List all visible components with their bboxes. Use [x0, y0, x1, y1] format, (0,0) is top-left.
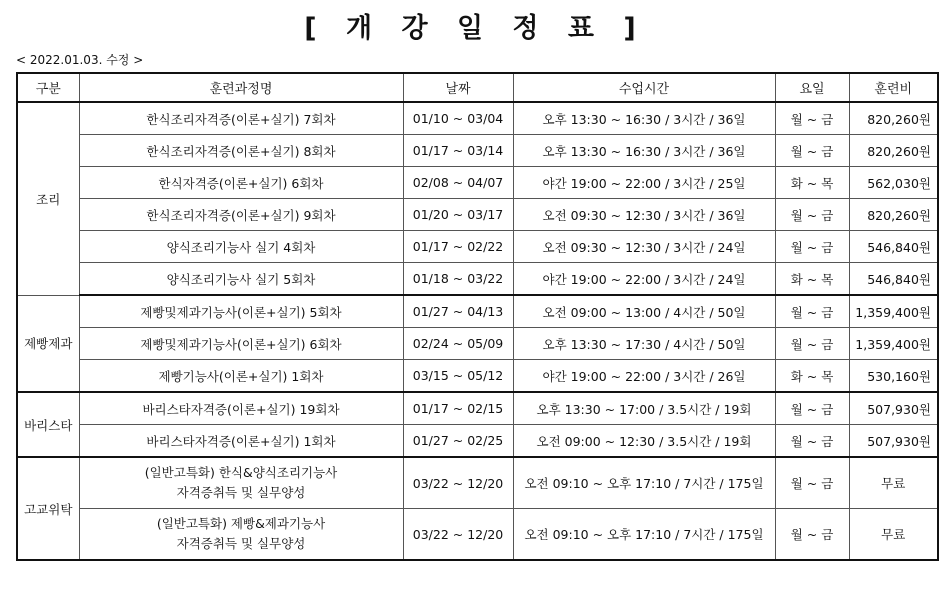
time-cell: 오전 09:00 ~ 13:00 / 4시간 / 50일 [513, 295, 775, 328]
fee-cell: 507,930원 [849, 392, 938, 425]
fee-cell: 820,260원 [849, 199, 938, 231]
fee-cell: 546,840원 [849, 231, 938, 263]
fee-cell: 1,359,400원 [849, 295, 938, 328]
course-cell: 한식조리자격증(이론+실기) 9회차 [79, 199, 403, 231]
days-cell: 월 ~ 금 [775, 295, 849, 328]
fee-cell: 507,930원 [849, 425, 938, 458]
days-cell: 월 ~ 금 [775, 231, 849, 263]
category-cell: 고교위탁 [17, 457, 79, 560]
revision-date: < 2022.01.03. 수정 > [16, 53, 144, 67]
time-cell: 오전 09:00 ~ 12:30 / 3.5시간 / 19회 [513, 425, 775, 458]
days-cell: 월 ~ 금 [775, 457, 849, 509]
table-row [17, 167, 938, 199]
days-cell: 월 ~ 금 [775, 102, 849, 135]
fee-cell: 562,030원 [849, 167, 938, 199]
days-cell: 월 ~ 금 [775, 199, 849, 231]
dates-cell: 02/24 ~ 05/09 [403, 328, 513, 360]
course-cell: 양식조리기능사 실기 5회차 [79, 263, 403, 296]
time-cell: 오후 13:30 ~ 16:30 / 3시간 / 36일 [513, 102, 775, 135]
table-row [17, 360, 938, 393]
header-time: 수업시간 [513, 73, 775, 102]
dates-cell: 01/17 ~ 03/14 [403, 135, 513, 167]
course-cell [79, 509, 403, 561]
page-title: [ 개 강 일 정 표 ] [304, 13, 646, 44]
course-cell [79, 457, 403, 509]
days-cell: 월 ~ 금 [775, 509, 849, 561]
dates-cell: 01/27 ~ 02/25 [403, 425, 513, 458]
dates-cell: 03/22 ~ 12/20 [403, 457, 513, 509]
time-cell: 오전 09:10 ~ 오후 17:10 / 7시간 / 175일 [513, 509, 775, 561]
course-cell: 양식조리기능사 실기 4회차 [79, 231, 403, 263]
header-fee: 훈련비 [849, 73, 938, 102]
dates-cell: 03/22 ~ 12/20 [403, 509, 513, 561]
course-line-1: (일반고특화) 한식&양식조리기능사 [144, 465, 338, 480]
fee-cell: 820,260원 [849, 102, 938, 135]
dates-cell: 01/17 ~ 02/15 [403, 392, 513, 425]
header-dates: 날짜 [403, 73, 513, 102]
table-row [17, 135, 938, 167]
days-cell: 월 ~ 금 [775, 328, 849, 360]
course-cell: 바리스타자격증(이론+실기) 1회차 [79, 425, 403, 458]
time-cell: 오전 09:30 ~ 12:30 / 3시간 / 24일 [513, 231, 775, 263]
table-row [17, 328, 938, 360]
course-cell: 제빵및제과기능사(이론+실기) 6회차 [79, 328, 403, 360]
time-cell: 오후 13:30 ~ 16:30 / 3시간 / 36일 [513, 135, 775, 167]
time-cell: 오후 13:30 ~ 17:30 / 4시간 / 50일 [513, 328, 775, 360]
dates-cell: 01/10 ~ 03/04 [403, 102, 513, 135]
days-cell: 화 ~ 목 [775, 263, 849, 296]
course-cell: 한식자격증(이론+실기) 6회차 [79, 167, 403, 199]
dates-cell: 01/18 ~ 03/22 [403, 263, 513, 296]
time-cell: 야간 19:00 ~ 22:00 / 3시간 / 24일 [513, 263, 775, 296]
table-row [17, 425, 938, 458]
header-days: 요일 [775, 73, 849, 102]
days-cell: 월 ~ 금 [775, 392, 849, 425]
fee-cell: 무료 [849, 509, 938, 561]
time-cell: 야간 19:00 ~ 22:00 / 3시간 / 26일 [513, 360, 775, 393]
course-cell: 한식조리자격증(이론+실기) 7회차 [79, 102, 403, 135]
dates-cell: 01/17 ~ 02/22 [403, 231, 513, 263]
dates-cell: 01/27 ~ 04/13 [403, 295, 513, 328]
time-cell: 야간 19:00 ~ 22:00 / 3시간 / 25일 [513, 167, 775, 199]
course-line-2: 자격증취득 및 실무양성 [176, 536, 306, 551]
days-cell: 월 ~ 금 [775, 425, 849, 458]
fee-cell: 546,840원 [849, 263, 938, 296]
table-row [17, 392, 938, 425]
course-cell: 제빵및제과기능사(이론+실기) 5회차 [79, 295, 403, 328]
table-row [17, 231, 938, 263]
time-cell: 오전 09:30 ~ 12:30 / 3시간 / 36일 [513, 199, 775, 231]
header-course: 훈련과정명 [79, 73, 403, 102]
dates-cell: 01/20 ~ 03/17 [403, 199, 513, 231]
fee-cell: 1,359,400원 [849, 328, 938, 360]
course-cell: 제빵기능사(이론+실기) 1회차 [79, 360, 403, 393]
dates-cell: 02/08 ~ 04/07 [403, 167, 513, 199]
header-category: 구분 [17, 73, 79, 102]
category-cell: 바리스타 [17, 392, 79, 457]
table-row [17, 457, 938, 509]
fee-cell: 530,160원 [849, 360, 938, 393]
category-cell: 조리 [17, 102, 79, 295]
time-cell: 오후 13:30 ~ 17:00 / 3.5시간 / 19회 [513, 392, 775, 425]
course-cell: 한식조리자격증(이론+실기) 8회차 [79, 135, 403, 167]
days-cell: 화 ~ 목 [775, 360, 849, 393]
table-row [17, 263, 938, 296]
table-row [17, 295, 938, 328]
table-row [17, 509, 938, 561]
course-line-1: (일반고특화) 제빵&제과기능사 [156, 516, 326, 531]
category-cell: 제빵제과 [17, 295, 79, 392]
fee-cell: 820,260원 [849, 135, 938, 167]
days-cell: 월 ~ 금 [775, 135, 849, 167]
header-row [17, 73, 938, 102]
days-cell: 화 ~ 목 [775, 167, 849, 199]
table-row [17, 199, 938, 231]
dates-cell: 03/15 ~ 05/12 [403, 360, 513, 393]
schedule-table [16, 72, 939, 561]
course-line-2: 자격증취득 및 실무양성 [176, 485, 306, 500]
course-cell: 바리스타자격증(이론+실기) 19회차 [79, 392, 403, 425]
fee-cell: 무료 [849, 457, 938, 509]
table-row [17, 102, 938, 135]
time-cell: 오전 09:10 ~ 오후 17:10 / 7시간 / 175일 [513, 457, 775, 509]
